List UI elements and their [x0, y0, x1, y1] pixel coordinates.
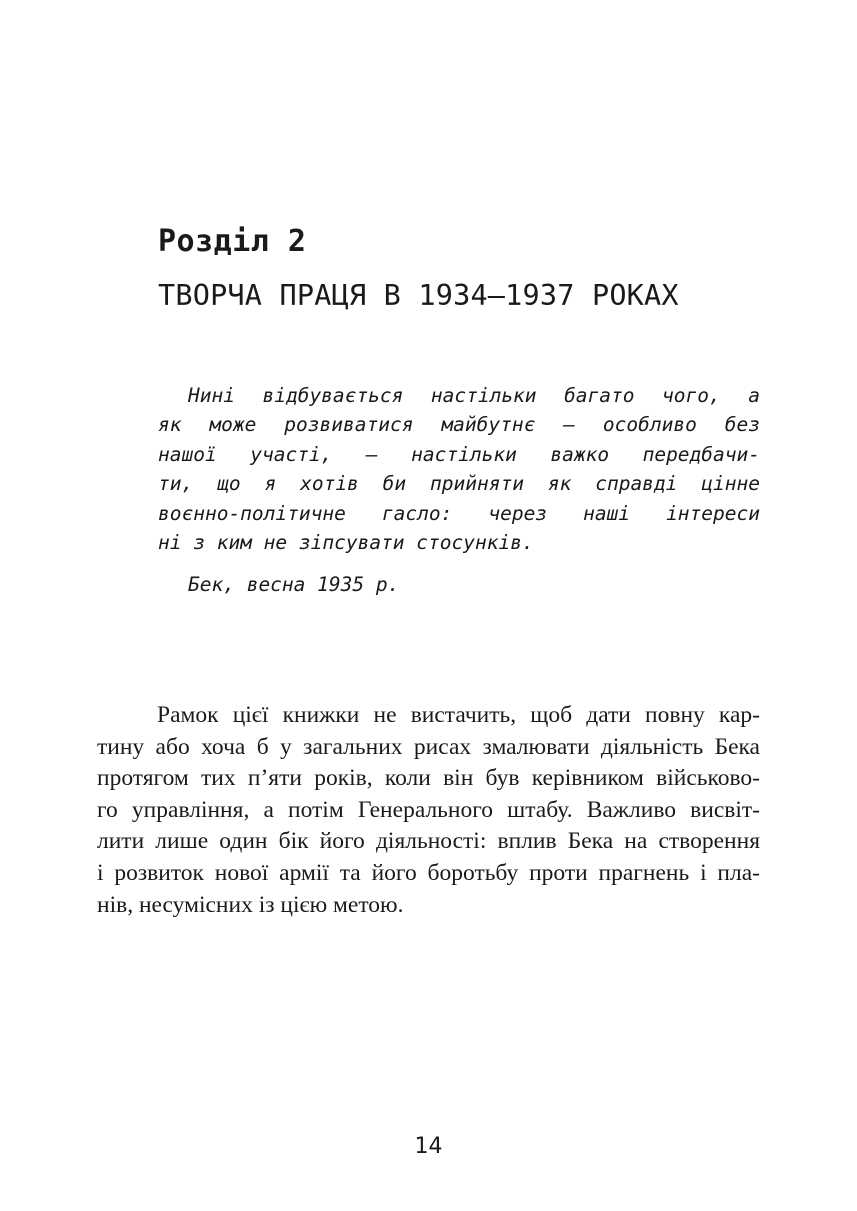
body-paragraph [97, 700, 760, 921]
paragraph-line: тину або хоча б у загальних рисах змалювати діяльність Бека [97, 733, 760, 760]
epigraph-line: нашої участі, – настільки важко передбачи- [158, 442, 760, 466]
epigraph-line: як може розвиватися майбутнє – особливо без [158, 413, 760, 437]
chapter-title: ТВОРЧА ПРАЦЯ В 1934–1937 РОКАХ [158, 279, 679, 312]
paragraph-line: нів, несумісних із цією метою. [97, 891, 404, 918]
paragraph-line: лити лише один бік його діяльності: вплив Бека на створення [97, 828, 760, 855]
page-number: 14 [414, 1134, 443, 1159]
chapter-number: Розділ 2 [158, 224, 307, 259]
epigraph [158, 381, 760, 557]
epigraph-attribution: Бек, весна 1935 р. [188, 573, 400, 596]
epigraph-line: Нині відбувається настільки багато чого, а [188, 384, 760, 407]
paragraph-line: го управління, а потім Генерального штабу. Важливо висвіт- [97, 796, 760, 823]
epigraph-line: ні з ким не зіпсувати стосунків. [158, 531, 534, 555]
epigraph-line: ти, що я хотів би прийняти як справді цінне [158, 472, 760, 496]
paragraph-line: Рамок цієї книжки не вистачить, щоб дати повну кар- [157, 702, 760, 728]
paragraph-line: протягом тих п’яти років, коли він був керівником військово- [97, 765, 760, 792]
paragraph-line: і розвиток нової армії та його боротьбу проти прагнень і пла- [97, 859, 760, 886]
epigraph-line: воєнно-політичне гасло: через наші інтереси [158, 501, 760, 525]
